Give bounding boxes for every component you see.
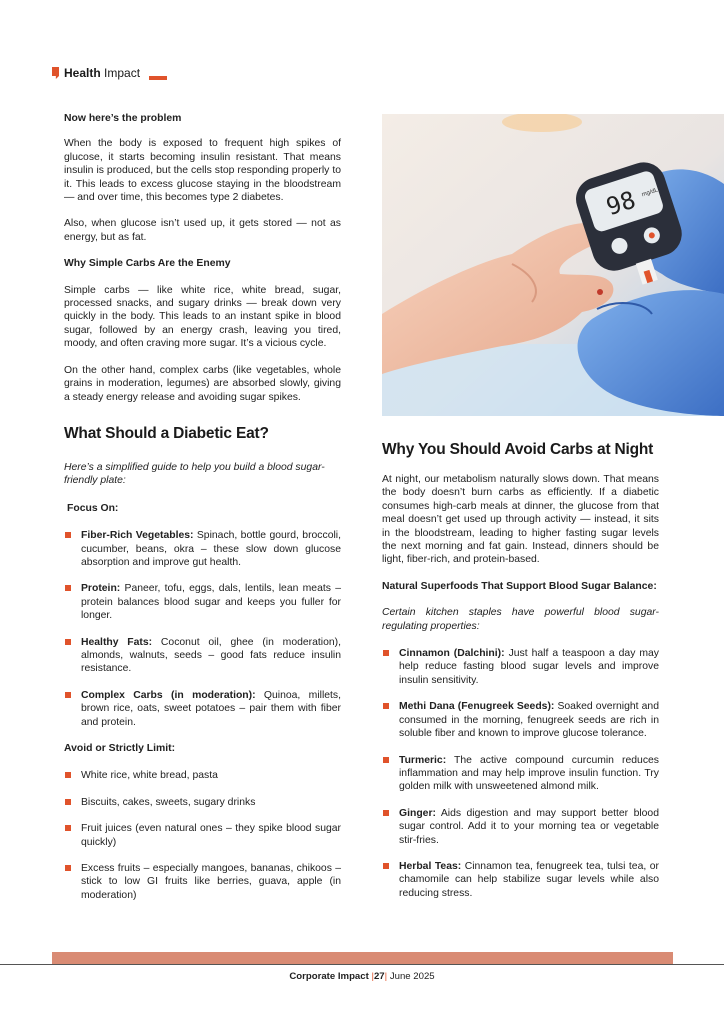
- list-item: [64, 636, 341, 676]
- list-item-label: Herbal Teas:: [399, 860, 462, 872]
- bullet-icon: [65, 865, 71, 871]
- list-item-text: Excess fruits – especially mangoes, bananas, chikoos – stick to low GI fruits like berries, guava, apple (in moderation): [81, 863, 341, 901]
- list-item-text: Just half a teaspoon a day may help reduce fasting blood sugar levels and improve insulin sensitivity.: [399, 648, 660, 686]
- superfoods-intro: Certain kitchen staples have powerful blood sugar-regulating properties:: [382, 607, 659, 632]
- diabetic-eat-heading: What Should a Diabetic Eat?: [64, 424, 269, 442]
- section-underline: [149, 76, 167, 80]
- avoid-heading: Avoid or Strictly Limit:: [64, 743, 176, 754]
- bullet-icon: [65, 825, 71, 831]
- list-item-text: Cinnamon tea, fenugreek tea, tulsi tea, or chamomile can help stabilize sugar levels while also reducing stress.: [399, 860, 659, 899]
- list-item-label: Methi Dana (Fenugreek Seeds):: [399, 701, 555, 713]
- problem-heading: Now here’s the problem: [64, 113, 182, 124]
- left-column: [64, 112, 341, 902]
- list-item-label: Protein:: [81, 583, 121, 595]
- simple-carbs-paragraph: Simple carbs — like white rice, white bread, sugar, processed snacks, and sugary drinks — break down very quickly in the body. This leads to an instant spike in blood sugar, followed by an energy crash, leaving you tired, moody, and often craving more sugar. It’s a vicious cycle.: [64, 284, 341, 350]
- bullet-icon: [383, 650, 389, 656]
- list-item-text: Biscuits, cakes, sweets, sugary drinks: [81, 796, 256, 808]
- list-item-label: Turmeric:: [399, 754, 447, 766]
- list-item: [64, 822, 341, 849]
- focus-list: [64, 529, 341, 729]
- list-item-text: The active compound curcumin reduces inflammation and may help improve insulin function. Try golden milk with unsweetened almond milk.: [399, 754, 659, 793]
- night-carbs-heading: Why You Should Avoid Carbs at Night: [382, 441, 654, 458]
- bullet-icon: [65, 772, 71, 778]
- list-item: [382, 647, 659, 687]
- bullet-icon: [65, 692, 71, 698]
- list-item: [64, 862, 341, 902]
- section-title-rest: Impact: [104, 66, 141, 80]
- section-title: [64, 66, 140, 80]
- glucose-meter-photo: [382, 114, 724, 416]
- avoid-list: [64, 769, 341, 902]
- list-item-label: Complex Carbs (in moderation):: [81, 689, 256, 701]
- simple-carbs-heading: Why Simple Carbs Are the Enemy: [64, 258, 231, 270]
- superfoods-heading: Natural Superfoods That Support Blood Sugar Balance:: [382, 580, 657, 592]
- list-item: [64, 582, 341, 622]
- list-item: [64, 796, 341, 809]
- list-item: [382, 700, 659, 740]
- list-item: [64, 769, 341, 782]
- list-item-label: Healthy Fats:: [81, 636, 153, 648]
- night-carbs-paragraph: At night, our metabolism naturally slows down. That means the body doesn’t burn carbs as efficiently. If a diabetic consumes high-carb meals at dinner, the glucose from that meal doesn’t get used up through activity — instead, it sits in the bloodstream, leading to higher fasting sugar levels the next morning and fat gain. Instead, dinners should be light, fiber-rich, and protein-based.: [382, 474, 659, 566]
- complex-carbs-paragraph: On the other hand, complex carbs (like vegetables, whole grains in moderation, legumes) are absorbed slowly, giving a steady energy release and avoiding sugar spikes.: [64, 364, 341, 403]
- list-item-text: White rice, white bread, pasta: [81, 770, 218, 782]
- list-item-text: Spinach, bottle gourd, broccoli, cucumber, beans, okra – these slow down glucose absorption and improve gut health.: [81, 530, 341, 568]
- list-item-text: Aids digestion and may support better blood sugar control. Add it to your morning tea or vegetable stir-fries.: [399, 807, 659, 846]
- list-item-label: Fiber-Rich Vegetables:: [81, 530, 194, 542]
- bullet-icon: [65, 585, 71, 591]
- list-item: [382, 860, 659, 900]
- meter-unit: mg/dL: [641, 187, 659, 199]
- footer-publication: Corporate Impact: [289, 971, 369, 982]
- footer-bar: [52, 952, 673, 964]
- list-item-label: Cinnamon (Dalchini):: [399, 648, 505, 660]
- bullet-icon: [383, 810, 389, 816]
- bullet-icon: [65, 532, 71, 538]
- list-item: [64, 689, 341, 729]
- bullet-icon: [383, 757, 389, 763]
- footer: Corporate Impact |27| June 2025: [289, 971, 435, 982]
- list-item-text: Paneer, tofu, eggs, dals, lentils, lean meats – protein balances blood sugar and keeps you fuller for longer.: [81, 583, 341, 622]
- list-item-text: Fruit juices (even natural ones – they spike blood sugar quickly): [81, 823, 341, 848]
- list-item-label: Ginger:: [399, 807, 436, 819]
- right-column: [382, 440, 659, 900]
- list-item: [382, 807, 659, 847]
- section-header: [52, 66, 167, 80]
- list-item-text: Coconut oil, ghee (in moderation), almonds, walnuts, seeds – good fats reduce insulin resistance.: [81, 636, 341, 675]
- list-item-text: Quinoa, millets, brown rice, oats, sweet potatoes – pair them with fiber and protein.: [81, 689, 341, 728]
- glucose-fat-paragraph: Also, when glucose isn’t used up, it gets stored — not as energy, but as fat.: [64, 218, 341, 243]
- superfood-list: [382, 647, 659, 900]
- bullet-icon: [383, 703, 389, 709]
- list-item: [382, 754, 659, 794]
- diabetic-eat-intro: Here’s a simplified guide to help you build a blood sugar-friendly plate:: [64, 461, 325, 487]
- footer-page-number: 27: [373, 971, 385, 982]
- section-marker-icon: [52, 67, 59, 79]
- focus-on-heading: Focus On:: [67, 502, 119, 514]
- footer-rule: [0, 964, 724, 965]
- bullet-icon: [383, 863, 389, 869]
- bullet-icon: [65, 799, 71, 805]
- section-title-bold: Health: [64, 66, 101, 80]
- list-item-text: Soaked overnight and consumed in the morning, fenugreek seeds are rich in soluble fiber and known to improve glucose tolerance.: [399, 701, 659, 740]
- problem-paragraph: When the body is exposed to frequent high spikes of glucose, it starts becoming insulin resistant. That means insulin is produced, but the cells stop responding properly to it. This leads to excess glucose staying in the bloodstream — and over time, this becomes type 2 diabetes.: [64, 138, 341, 204]
- footer-date: June 2025: [389, 971, 435, 982]
- bullet-icon: [65, 639, 71, 645]
- meter-reading: 98: [602, 185, 639, 222]
- list-item: [64, 529, 341, 569]
